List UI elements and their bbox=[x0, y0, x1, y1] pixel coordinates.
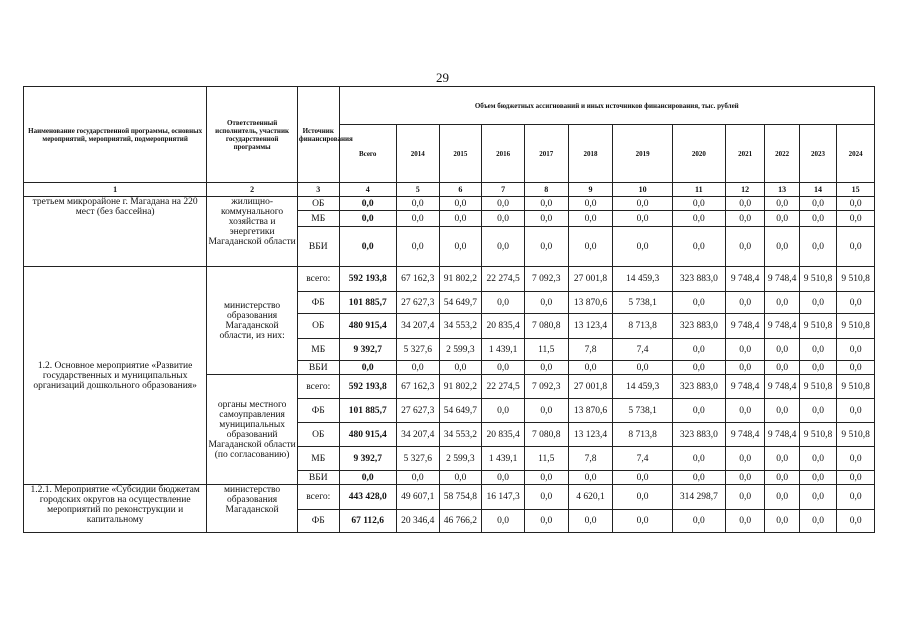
executor-name: органы местного самоуправления муниципальных образований Магаданской области (по согласованию) bbox=[207, 375, 298, 485]
total-cell: 592 193,8 bbox=[339, 267, 396, 292]
year-cell: 58 754,8 bbox=[439, 485, 482, 510]
funding-source: МБ bbox=[297, 447, 339, 471]
year-cell: 13 870,6 bbox=[568, 399, 613, 423]
year-cell: 0,0 bbox=[799, 471, 836, 485]
funding-source: ОБ bbox=[297, 197, 339, 211]
year-cell: 0,0 bbox=[765, 399, 799, 423]
year-cell: 323 883,0 bbox=[672, 423, 725, 447]
year-cell: 0,0 bbox=[765, 211, 799, 227]
year-cell: 0,0 bbox=[725, 339, 765, 361]
year-cell: 0,0 bbox=[672, 361, 725, 375]
year-cell: 0,0 bbox=[672, 399, 725, 423]
year-cell: 91 802,2 bbox=[439, 375, 482, 399]
year-cell: 34 207,4 bbox=[396, 314, 439, 339]
year-cell: 0,0 bbox=[837, 485, 875, 510]
year-cell: 0,0 bbox=[613, 227, 672, 267]
funding-source: ФБ bbox=[297, 510, 339, 533]
funding-source: всего: bbox=[297, 267, 339, 292]
year-cell: 0,0 bbox=[765, 361, 799, 375]
year-cell: 0,0 bbox=[672, 197, 725, 211]
year-cell: 27 627,3 bbox=[396, 399, 439, 423]
year-cell: 0,0 bbox=[524, 399, 568, 423]
year-cell: 0,0 bbox=[725, 471, 765, 485]
total-cell: 0,0 bbox=[339, 361, 396, 375]
year-cell: 0,0 bbox=[672, 227, 725, 267]
total-cell: 9 392,7 bbox=[339, 339, 396, 361]
year-cell: 0,0 bbox=[672, 211, 725, 227]
year-cell: 34 553,2 bbox=[439, 423, 482, 447]
column-index: 5 bbox=[396, 183, 439, 197]
year-cell: 20 835,4 bbox=[482, 423, 525, 447]
year-cell: 22 274,5 bbox=[482, 375, 525, 399]
year-cell: 0,0 bbox=[524, 485, 568, 510]
total-cell: 443 428,0 bbox=[339, 485, 396, 510]
year-cell: 0,0 bbox=[799, 399, 836, 423]
year-cell: 0,0 bbox=[765, 510, 799, 533]
header-year: 2021 bbox=[725, 125, 765, 183]
column-index: 1 bbox=[24, 183, 207, 197]
year-cell: 7,8 bbox=[568, 339, 613, 361]
year-cell: 0,0 bbox=[837, 447, 875, 471]
year-cell: 0,0 bbox=[799, 227, 836, 267]
year-cell: 0,0 bbox=[439, 361, 482, 375]
budget-table bbox=[23, 86, 875, 533]
year-cell: 0,0 bbox=[524, 197, 568, 211]
funding-source: всего: bbox=[297, 485, 339, 510]
year-cell: 0,0 bbox=[799, 292, 836, 314]
year-cell: 0,0 bbox=[799, 447, 836, 471]
year-cell: 0,0 bbox=[725, 292, 765, 314]
year-cell: 11,5 bbox=[524, 339, 568, 361]
year-cell: 0,0 bbox=[613, 471, 672, 485]
year-cell: 0,0 bbox=[765, 339, 799, 361]
year-cell: 5 327,6 bbox=[396, 339, 439, 361]
year-cell: 9 748,4 bbox=[765, 423, 799, 447]
year-cell: 9 510,8 bbox=[799, 375, 836, 399]
executor-name: жилищно-коммунального хозяйства и энергетики Магаданской области bbox=[207, 197, 298, 267]
year-cell: 314 298,7 bbox=[672, 485, 725, 510]
header-year: 2015 bbox=[439, 125, 482, 183]
funding-source: ФБ bbox=[297, 292, 339, 314]
year-cell: 0,0 bbox=[482, 471, 525, 485]
year-cell: 13 123,4 bbox=[568, 423, 613, 447]
column-index: 11 bbox=[672, 183, 725, 197]
year-cell: 0,0 bbox=[439, 227, 482, 267]
measure-name: третьем микрорайоне г. Магадана на 220 мест (без бассейна) bbox=[24, 197, 207, 267]
year-cell: 0,0 bbox=[837, 510, 875, 533]
year-cell: 0,0 bbox=[799, 339, 836, 361]
year-cell: 0,0 bbox=[672, 292, 725, 314]
year-cell: 9 748,4 bbox=[725, 423, 765, 447]
year-cell: 0,0 bbox=[725, 485, 765, 510]
year-cell: 54 649,7 bbox=[439, 292, 482, 314]
header-name: Наименование государственной программы, основных мероприятий, мероприятий, подмероприятий bbox=[24, 87, 207, 183]
year-cell: 14 459,3 bbox=[613, 267, 672, 292]
year-cell: 0,0 bbox=[396, 227, 439, 267]
header-volume: Объем бюджетных ассигнований и иных источников финансирования, тыс. рублей bbox=[339, 87, 874, 125]
header-year: 2023 bbox=[799, 125, 836, 183]
year-cell: 67 162,3 bbox=[396, 267, 439, 292]
year-cell: 0,0 bbox=[524, 227, 568, 267]
year-cell: 9 748,4 bbox=[725, 375, 765, 399]
year-cell: 0,0 bbox=[568, 197, 613, 211]
table-row bbox=[24, 197, 875, 211]
executor-name: министерство образования Магаданской bbox=[207, 485, 298, 533]
year-cell: 0,0 bbox=[524, 471, 568, 485]
year-cell: 7,4 bbox=[613, 339, 672, 361]
header-total: Всего bbox=[339, 125, 396, 183]
year-cell: 0,0 bbox=[482, 211, 525, 227]
year-cell: 0,0 bbox=[765, 292, 799, 314]
column-index: 3 bbox=[297, 183, 339, 197]
total-cell: 0,0 bbox=[339, 471, 396, 485]
header-source: Источник финансирования bbox=[297, 87, 339, 183]
year-cell: 9 510,8 bbox=[799, 267, 836, 292]
header-year: 2020 bbox=[672, 125, 725, 183]
header-year: 2016 bbox=[482, 125, 525, 183]
year-cell: 16 147,3 bbox=[482, 485, 525, 510]
year-cell: 9 510,8 bbox=[837, 423, 875, 447]
funding-source: ОБ bbox=[297, 314, 339, 339]
year-cell: 0,0 bbox=[837, 197, 875, 211]
year-cell: 323 883,0 bbox=[672, 375, 725, 399]
year-cell: 7 092,3 bbox=[524, 375, 568, 399]
year-cell: 27 627,3 bbox=[396, 292, 439, 314]
total-cell: 101 885,7 bbox=[339, 399, 396, 423]
year-cell: 34 553,2 bbox=[439, 314, 482, 339]
total-cell: 480 915,4 bbox=[339, 314, 396, 339]
year-cell: 9 510,8 bbox=[837, 314, 875, 339]
column-index: 9 bbox=[568, 183, 613, 197]
header-executor: Ответственный исполнитель, участник государственной программы bbox=[207, 87, 298, 183]
column-index: 12 bbox=[725, 183, 765, 197]
funding-source: МБ bbox=[297, 211, 339, 227]
year-cell: 0,0 bbox=[837, 361, 875, 375]
column-index: 15 bbox=[837, 183, 875, 197]
column-index: 14 bbox=[799, 183, 836, 197]
year-cell: 9 748,4 bbox=[765, 375, 799, 399]
year-cell: 9 510,8 bbox=[799, 314, 836, 339]
year-cell: 323 883,0 bbox=[672, 267, 725, 292]
year-cell: 20 346,4 bbox=[396, 510, 439, 533]
year-cell: 0,0 bbox=[568, 471, 613, 485]
year-cell: 9 510,8 bbox=[837, 267, 875, 292]
year-cell: 5 738,1 bbox=[613, 399, 672, 423]
year-cell: 0,0 bbox=[482, 292, 525, 314]
year-cell: 0,0 bbox=[613, 211, 672, 227]
header-year: 2022 bbox=[765, 125, 799, 183]
year-cell: 9 748,4 bbox=[765, 267, 799, 292]
year-cell: 0,0 bbox=[672, 339, 725, 361]
header-year: 2024 bbox=[837, 125, 875, 183]
column-index: 4 bbox=[339, 183, 396, 197]
column-index: 2 bbox=[207, 183, 298, 197]
year-cell: 0,0 bbox=[799, 197, 836, 211]
year-cell: 0,0 bbox=[439, 197, 482, 211]
measure-name: 1.2. Основное мероприятие «Развитие государственных и муниципальных организаций дошкольного образования» bbox=[24, 267, 207, 485]
year-cell: 0,0 bbox=[799, 211, 836, 227]
year-cell: 0,0 bbox=[765, 197, 799, 211]
year-cell: 0,0 bbox=[613, 361, 672, 375]
year-cell: 4 620,1 bbox=[568, 485, 613, 510]
year-cell: 14 459,3 bbox=[613, 375, 672, 399]
year-cell: 20 835,4 bbox=[482, 314, 525, 339]
total-cell: 67 112,6 bbox=[339, 510, 396, 533]
year-cell: 7 092,3 bbox=[524, 267, 568, 292]
table-row bbox=[24, 267, 875, 292]
year-cell: 0,0 bbox=[524, 292, 568, 314]
year-cell: 0,0 bbox=[396, 211, 439, 227]
total-cell: 592 193,8 bbox=[339, 375, 396, 399]
year-cell: 0,0 bbox=[613, 485, 672, 510]
year-cell: 9 510,8 bbox=[799, 423, 836, 447]
year-cell: 0,0 bbox=[799, 485, 836, 510]
year-cell: 0,0 bbox=[396, 197, 439, 211]
year-cell: 0,0 bbox=[725, 211, 765, 227]
year-cell: 0,0 bbox=[799, 361, 836, 375]
year-cell: 0,0 bbox=[524, 361, 568, 375]
year-cell: 0,0 bbox=[765, 447, 799, 471]
year-cell: 27 001,8 bbox=[568, 375, 613, 399]
year-cell: 5 327,6 bbox=[396, 447, 439, 471]
year-cell: 0,0 bbox=[524, 510, 568, 533]
header-year: 2018 bbox=[568, 125, 613, 183]
header-year: 2017 bbox=[524, 125, 568, 183]
year-cell: 0,0 bbox=[524, 211, 568, 227]
year-cell: 0,0 bbox=[725, 361, 765, 375]
funding-source: ОБ bbox=[297, 423, 339, 447]
year-cell: 8 713,8 bbox=[613, 423, 672, 447]
year-cell: 0,0 bbox=[725, 197, 765, 211]
column-index: 13 bbox=[765, 183, 799, 197]
year-cell: 49 607,1 bbox=[396, 485, 439, 510]
year-cell: 34 207,4 bbox=[396, 423, 439, 447]
year-cell: 0,0 bbox=[568, 510, 613, 533]
measure-name: 1.2.1. Мероприятие «Субсидии бюджетам городских округов на осуществление мероприятий по реконструкции и капитальному bbox=[24, 485, 207, 533]
year-cell: 0,0 bbox=[613, 197, 672, 211]
year-cell: 54 649,7 bbox=[439, 399, 482, 423]
year-cell: 0,0 bbox=[799, 510, 836, 533]
funding-source: ВБИ bbox=[297, 471, 339, 485]
year-cell: 0,0 bbox=[482, 399, 525, 423]
column-index: 10 bbox=[613, 183, 672, 197]
year-cell: 9 510,8 bbox=[837, 375, 875, 399]
column-index: 8 bbox=[524, 183, 568, 197]
year-cell: 0,0 bbox=[396, 471, 439, 485]
column-index: 6 bbox=[439, 183, 482, 197]
year-cell: 13 123,4 bbox=[568, 314, 613, 339]
funding-source: МБ bbox=[297, 339, 339, 361]
year-cell: 7 080,8 bbox=[524, 314, 568, 339]
column-index: 7 bbox=[482, 183, 525, 197]
year-cell: 0,0 bbox=[837, 211, 875, 227]
year-cell: 0,0 bbox=[482, 361, 525, 375]
year-cell: 0,0 bbox=[837, 399, 875, 423]
year-cell: 0,0 bbox=[568, 211, 613, 227]
year-cell: 9 748,4 bbox=[725, 267, 765, 292]
year-cell: 0,0 bbox=[672, 471, 725, 485]
year-cell: 0,0 bbox=[396, 361, 439, 375]
year-cell: 0,0 bbox=[672, 510, 725, 533]
funding-source: всего: bbox=[297, 375, 339, 399]
year-cell: 0,0 bbox=[837, 339, 875, 361]
year-cell: 8 713,8 bbox=[613, 314, 672, 339]
year-cell: 9 748,4 bbox=[725, 314, 765, 339]
year-cell: 0,0 bbox=[837, 227, 875, 267]
executor-name: министерство образования Магаданской области, из них: bbox=[207, 267, 298, 375]
year-cell: 1 439,1 bbox=[482, 339, 525, 361]
year-cell: 0,0 bbox=[765, 471, 799, 485]
year-cell: 0,0 bbox=[765, 485, 799, 510]
year-cell: 0,0 bbox=[482, 510, 525, 533]
year-cell: 13 870,6 bbox=[568, 292, 613, 314]
header-year: 2014 bbox=[396, 125, 439, 183]
total-cell: 480 915,4 bbox=[339, 423, 396, 447]
year-cell: 22 274,5 bbox=[482, 267, 525, 292]
total-cell: 0,0 bbox=[339, 211, 396, 227]
total-cell: 9 392,7 bbox=[339, 447, 396, 471]
total-cell: 0,0 bbox=[339, 227, 396, 267]
year-cell: 2 599,3 bbox=[439, 447, 482, 471]
year-cell: 91 802,2 bbox=[439, 267, 482, 292]
year-cell: 11,5 bbox=[524, 447, 568, 471]
funding-source: ВБИ bbox=[297, 227, 339, 267]
year-cell: 5 738,1 bbox=[613, 292, 672, 314]
year-cell: 0,0 bbox=[765, 227, 799, 267]
total-cell: 0,0 bbox=[339, 197, 396, 211]
year-cell: 0,0 bbox=[725, 510, 765, 533]
year-cell: 0,0 bbox=[725, 447, 765, 471]
year-cell: 0,0 bbox=[568, 361, 613, 375]
year-cell: 7,4 bbox=[613, 447, 672, 471]
year-cell: 0,0 bbox=[613, 510, 672, 533]
year-cell: 0,0 bbox=[439, 471, 482, 485]
year-cell: 7,8 bbox=[568, 447, 613, 471]
year-cell: 46 766,2 bbox=[439, 510, 482, 533]
year-cell: 0,0 bbox=[725, 399, 765, 423]
table-row bbox=[24, 485, 875, 510]
page-number: 29 bbox=[436, 70, 449, 85]
total-cell: 101 885,7 bbox=[339, 292, 396, 314]
year-cell: 27 001,8 bbox=[568, 267, 613, 292]
year-cell: 2 599,3 bbox=[439, 339, 482, 361]
year-cell: 0,0 bbox=[837, 292, 875, 314]
year-cell: 0,0 bbox=[568, 227, 613, 267]
header-year: 2019 bbox=[613, 125, 672, 183]
year-cell: 0,0 bbox=[725, 227, 765, 267]
year-cell: 0,0 bbox=[439, 211, 482, 227]
year-cell: 7 080,8 bbox=[524, 423, 568, 447]
year-cell: 323 883,0 bbox=[672, 314, 725, 339]
year-cell: 0,0 bbox=[672, 447, 725, 471]
year-cell: 0,0 bbox=[482, 227, 525, 267]
year-cell: 67 162,3 bbox=[396, 375, 439, 399]
year-cell: 1 439,1 bbox=[482, 447, 525, 471]
year-cell: 9 748,4 bbox=[765, 314, 799, 339]
year-cell: 0,0 bbox=[482, 197, 525, 211]
year-cell: 0,0 bbox=[837, 471, 875, 485]
funding-source: ФБ bbox=[297, 399, 339, 423]
funding-source: ВБИ bbox=[297, 361, 339, 375]
